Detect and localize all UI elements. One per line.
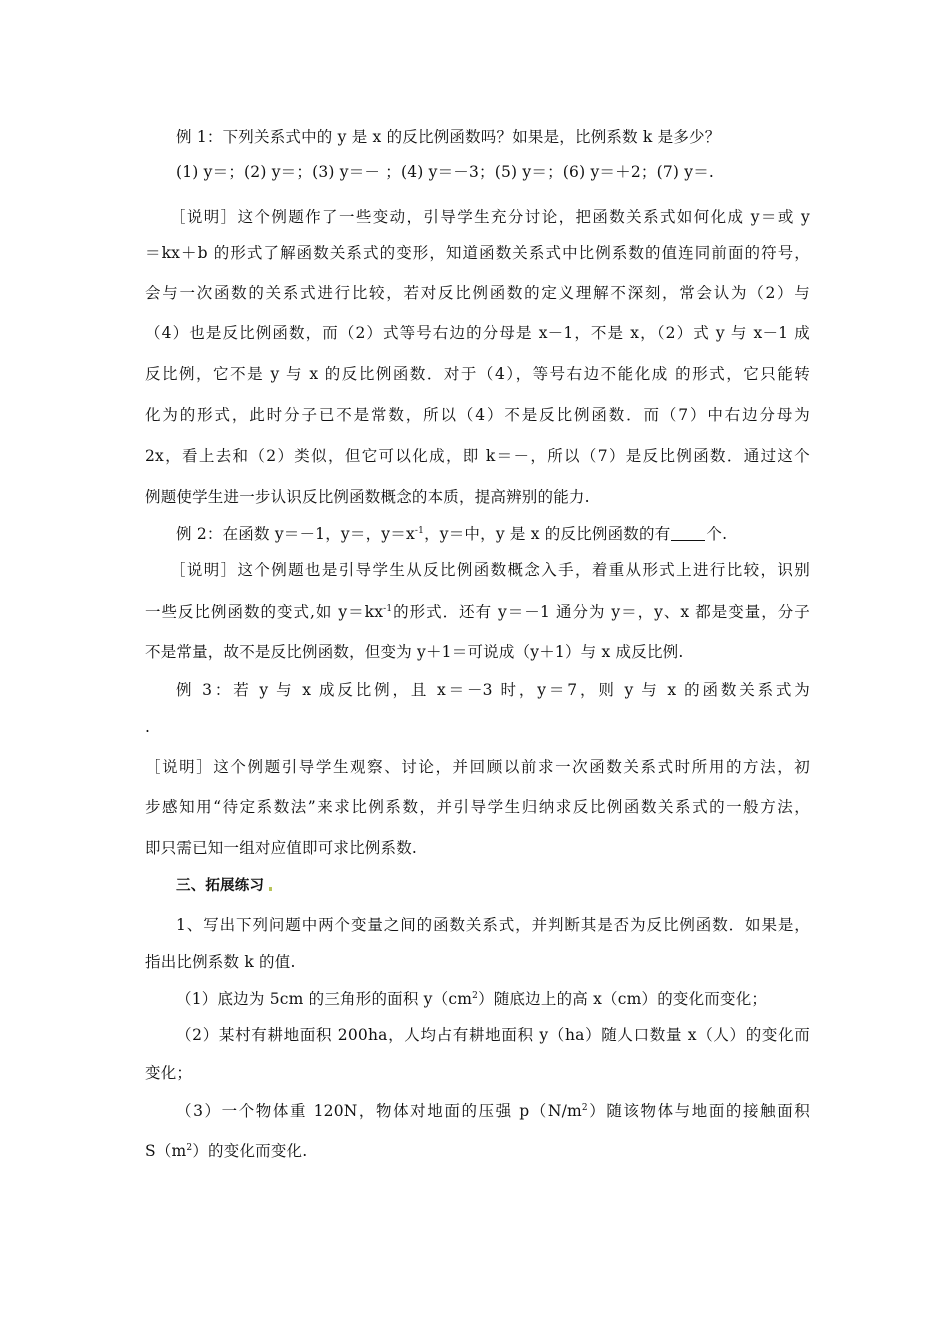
superscript-exponent: -1 — [414, 526, 425, 536]
exercise-1-item-2-line-1 — [176, 1025, 810, 1045]
text-segment: 化为的形式，此时分子已不是常数，所以（4）不是反比例函数．而（7）中右边分母为 — [145, 406, 810, 424]
text-segment: . — [145, 718, 151, 736]
text-segment: 例 2：在函数 y＝－1，y＝，y＝x — [176, 525, 415, 543]
explanation-2-line-1 — [170, 560, 810, 580]
text-segment: （4）也是反比例函数，而（2）式等号右边的分母是 x－1，不是 x，（2）式 y 与 x－1 成 — [145, 324, 810, 342]
superscript-exponent: -1 — [383, 604, 393, 614]
explanation-1-line-7 — [145, 446, 810, 466]
text-segment: 2x，看上去和（2）类似，但它可以化成，即 k＝－，所以（7）是反比例函数．通过这个 — [145, 447, 810, 465]
exercise-1-line-1 — [176, 915, 810, 935]
text-segment: 的形式．还有 y＝－1 通分为 y＝，y、x 都是变量，分子 — [392, 603, 810, 621]
text-segment: ＝kx＋b 的形式了解函数关系式的变形，知道函数关系式中比例系数的值连同前面的符号， — [145, 244, 810, 262]
example-1-question — [176, 127, 810, 147]
explanation-1-line-6 — [145, 405, 810, 425]
text-segment: (1) y＝；(2) y＝；(3) y＝－ ；(4) y＝－3；(5) y＝；(6) y＝＋2；(7) y＝. — [176, 163, 715, 181]
text-segment: 指出比例系数 k 的值. — [145, 953, 296, 971]
text-segment: 会与一次函数的关系式进行比较，若对反比例函数的定义理解不深刻，常会认为（2）与 — [145, 284, 810, 302]
text-segment: 反比例，它不是 y 与 x 的反比例函数．对于（4），等号右边不能化成 的形式，它只能转 — [145, 365, 810, 383]
explanation-2-line-2 — [145, 602, 810, 622]
text-segment: ［说明］这个例题也是引导学生从反比例函数概念入手，着重从形式上进行比较，识别 — [170, 561, 810, 579]
section-heading — [176, 876, 810, 896]
superscript-exponent: 2 — [581, 1103, 588, 1113]
text-segment: 一些反比例函数的变式,如 y＝kx — [145, 603, 384, 621]
exercise-1-item-3-line-1 — [176, 1101, 810, 1121]
text-segment: 1、写出下列问题中两个变量之间的函数关系式，并判断其是否为反比例函数．如果是， — [176, 916, 810, 934]
explanation-1-line-2 — [145, 243, 810, 263]
text-segment: （1）底边为 5cm 的三角形的面积 y（cm — [176, 990, 473, 1008]
text-segment: S（m — [145, 1142, 187, 1160]
text-segment: ［说明］这个例题作了一些变动，引导学生充分讨论，把函数关系式如何化成 y＝或 y — [170, 208, 810, 226]
exercise-1-item-2-line-2 — [145, 1063, 810, 1083]
text-segment: 三、拓展练习 — [176, 878, 265, 894]
explanation-3-line-1 — [145, 757, 810, 777]
text-segment: 步感知用“待定系数法”来求比例系数，并引导学生归纳求反比例函数关系式的一般方法， — [145, 798, 810, 816]
explanation-2-line-3 — [145, 642, 810, 662]
example-3-question — [176, 680, 810, 700]
explanation-3-line-2 — [145, 797, 810, 817]
text-segment: 变化； — [145, 1064, 193, 1082]
explanation-1-line-8 — [145, 487, 810, 507]
explanation-3-line-3 — [145, 838, 810, 858]
highlight-mark — [269, 887, 272, 891]
exercise-1-item-3-line-2 — [145, 1141, 810, 1161]
text-segment: （2）某村有耕地面积 200ha，人均占有耕地面积 y（ha）随人口数量 x（人）的变化而 — [176, 1026, 810, 1044]
text-segment: 不是常量，故不是反比例函数，但变为 y＋1＝可说成（y＋1）与 x 成反比例. — [145, 643, 684, 661]
text-segment: （3）一个物体重 120N，物体对地面的压强 p（N/m — [176, 1102, 582, 1120]
text-segment: ）随该物体与地面的接触面积 — [587, 1102, 810, 1120]
example-3-question-end — [145, 717, 810, 737]
text-segment: 即只需已知一组对应值即可求比例系数. — [145, 839, 418, 857]
exercise-1-item-1 — [176, 989, 810, 1009]
explanation-1-line-3 — [145, 283, 810, 303]
text-segment: 例 3：若 y 与 x 成反比例，且 x＝－3 时，y＝7，则 y 与 x 的函数关系式为 — [176, 681, 810, 699]
explanation-1-line-1 — [170, 207, 810, 227]
answer-blank — [671, 525, 705, 541]
text-segment: ）的变化而变化. — [192, 1142, 308, 1160]
text-segment: ）随底边上的高 x（cm）的变化而变化； — [478, 990, 768, 1008]
exercise-1-line-2 — [145, 952, 810, 972]
text-segment: 例 1：下列关系式中的 y 是 x 的反比例函数吗？如果是，比例系数 k 是多少？ — [176, 128, 721, 146]
text-segment: ［说明］这个例题引导学生观察、讨论，并回顾以前求一次函数关系式时所用的方法，初 — [145, 758, 810, 776]
text-segment: 个. — [706, 525, 728, 543]
superscript-exponent: 2 — [472, 991, 479, 1001]
example-2-question — [176, 524, 810, 544]
example-1-options — [176, 162, 810, 182]
explanation-1-line-4 — [145, 323, 810, 343]
text-segment: ，y＝中，y 是 x 的反比例函数的有 — [424, 525, 671, 543]
explanation-1-line-5 — [145, 364, 810, 384]
superscript-exponent: 2 — [186, 1143, 193, 1153]
text-segment: 例题使学生进一步认识反比例函数概念的本质，提高辨别的能力. — [145, 488, 590, 506]
